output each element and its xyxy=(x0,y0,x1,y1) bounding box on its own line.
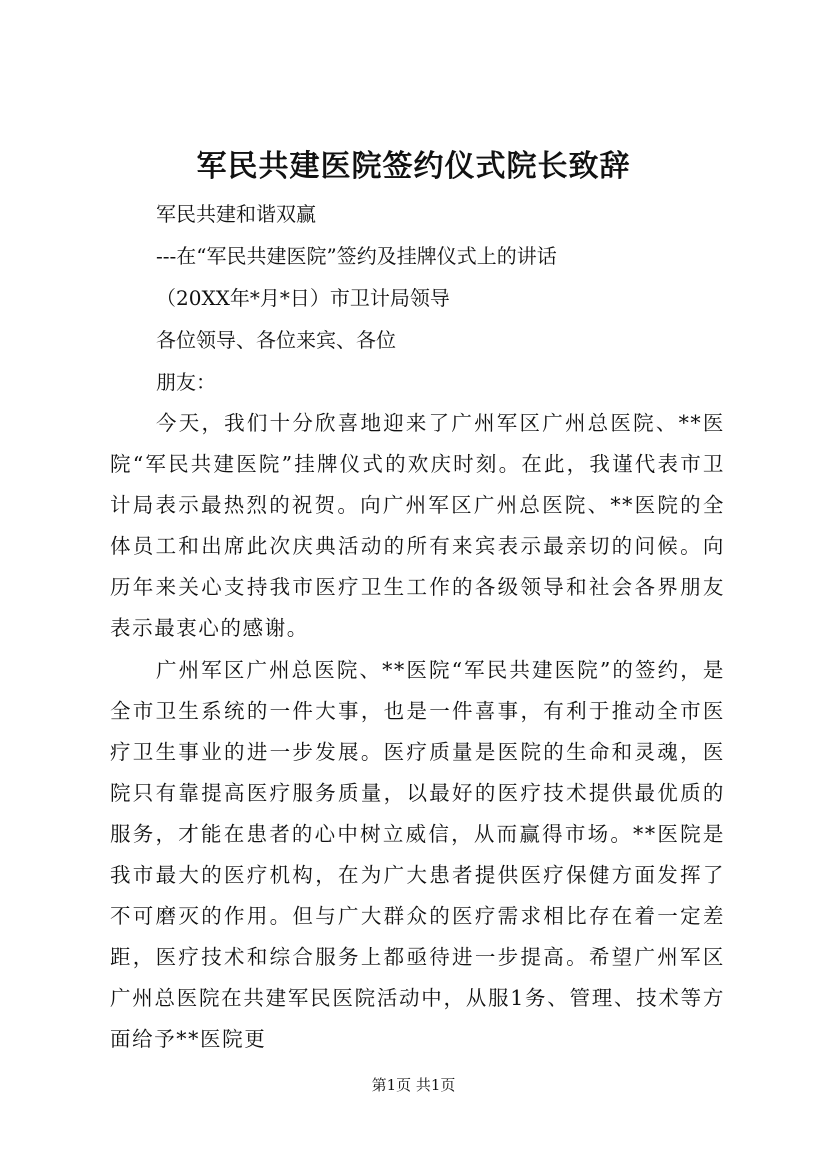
speech-occasion-line: ---在“军民共建医院”签约及挂牌仪式上的讲话 xyxy=(156,244,557,268)
body-paragraph-2: 广州军区广州总医院、**医院“军民共建医院”的签约，是全市卫生系统的一件大事，也是一件喜事，有利于推动全市医疗卫生事业的进一步发展。医疗质量是医院的生命和灵魂，医院只有靠提高医疗服务质量，以最好的医疗技术提供最优质的服务，才能在患者的心中树立威信，从而赢得市场。**医院是我市最大的医疗机构，在为广大患者提供医疗保健方面发挥了不可磨灭的作用。但与广大群众的医疗需求相比存在着一定差距，医疗技术和综合服务上都亟待进一步提高。希望广州军区广州总医院在共建军民医院活动中，从服1务、管理、技术等方面给予**医院更 xyxy=(110,658,725,1051)
salutation-line-2: 朋友： xyxy=(156,370,216,394)
page-footer: 第1页 共1页 xyxy=(371,1076,456,1094)
document-title: 军民共建医院签约仪式院长致辞 xyxy=(196,149,631,184)
salutation-line: 各位领导、各位来宾、各位 xyxy=(156,328,396,352)
body-paragraph-1: 今天，我们十分欣喜地迎来了广州军区广州总医院、**医院“军民共建医院”挂牌仪式的欢庆时刻。在此，我谨代表市卫计局表示最热烈的祝贺。向广州军区广州总医院、**医院的全体员工和出席此次庆典活动的所有来宾表示最亲切的问候。向历年来关心支持我市医疗卫生工作的各级领导和社会各界朋友表示最衷心的感谢。 xyxy=(110,411,725,640)
subtitle-line: 军民共建和谐双赢 xyxy=(156,202,316,226)
date-speaker-line: （20XX年*月*日）市卫计局领导 xyxy=(156,286,450,310)
